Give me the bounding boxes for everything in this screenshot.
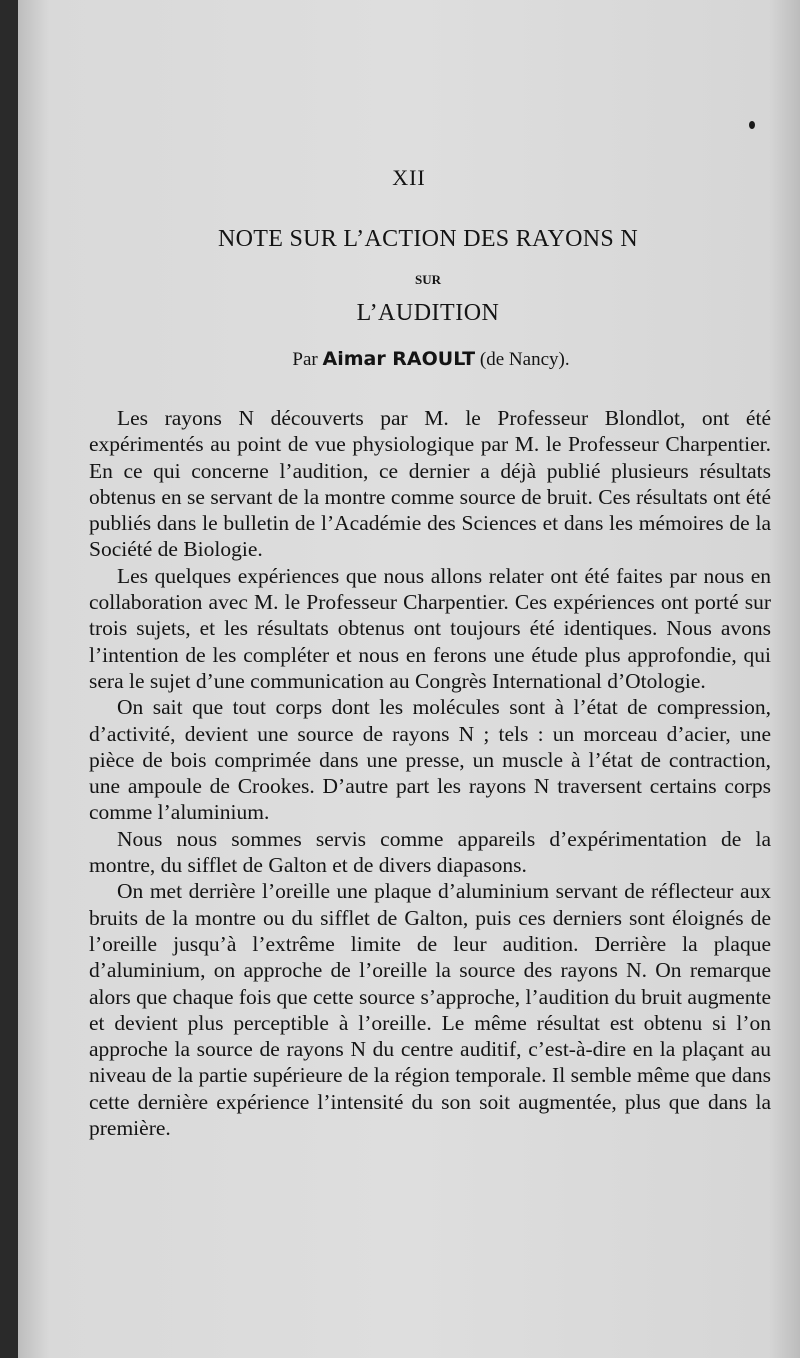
printed-bullet-mark (749, 121, 755, 129)
byline-prefix: Par (292, 349, 318, 370)
paragraph-3: On sait que tout corps dont les molécules sont à l’état de compression, d’activité, devient une source de rayons N ; tels : un morceau d’acier, une pièce de bois comprimée dans une presse, un muscle à l’état de contraction, une ampoule de Crookes. D’autre part les rayons N traversent certains corps comme l’aluminium. (89, 695, 771, 825)
author-name: Aimar RAOULT (322, 348, 476, 370)
chapter-number: XII (392, 165, 426, 190)
article-title-connector: SUR (414, 272, 441, 287)
article-title-line2: L’AUDITION (356, 300, 500, 326)
paragraph-1: Les rayons N découverts par M. le Professeur Blondlot, ont été expérimentés au point de vue physiologique par M. le Professeur Charpentier. En ce qui concerne l’audition, ce dernier a déjà publié plusieurs résultats obtenus en se servant de la montre comme source de bruit. Ces résultats ont été publiés dans le bulletin de l’Académie des Sciences et dans les mémoires de la Société de Biologie. (89, 406, 771, 562)
byline (18, 348, 800, 371)
book-page (18, 0, 800, 1358)
article-body (89, 405, 771, 1141)
paragraph-2: Les quelques expériences que nous allons relater ont été faites par nous en collaboration avec M. le Professeur Charpentier. Ces expériences ont porté sur trois sujets, et les résultats obtenus ont toujours été identiques. Nous avons l’intention de les compléter et nous en ferons une étude plus approfondie, qui sera le sujet d’une communication au Congrès International d’Otologie. (89, 563, 771, 693)
author-affiliation: (de Nancy). (479, 349, 570, 370)
article-title-line1: NOTE SUR L’ACTION DES RAYONS N (218, 226, 638, 252)
paragraph-5: On met derrière l’oreille une plaque d’aluminium servant de réflecteur aux bruits de la montre ou du sifflet de Galton, puis ces derniers sont éloignés de l’oreille jusqu’à l’extrême limite de leur audition. Derrière la plaque d’aluminium, on approche de l’oreille la source des rayons N. On remarque alors que chaque fois que cette source s’approche, l’audition du bruit augmente et devient plus perceptible à l’oreille. Le même résultat est obtenu si l’on approche la source de rayons N du centre auditif, c’est-à-dire en la plaçant au niveau de la partie supérieure de la région temporale. Il semble même que dans cette dernière expérience l’intensité du son soit augmentée, plus que dans la première. (89, 879, 771, 1141)
paragraph-4: Nous nous sommes servis comme appareils d’expérimentation de la montre, du sifflet de Galton et de divers diapasons. (89, 826, 771, 878)
